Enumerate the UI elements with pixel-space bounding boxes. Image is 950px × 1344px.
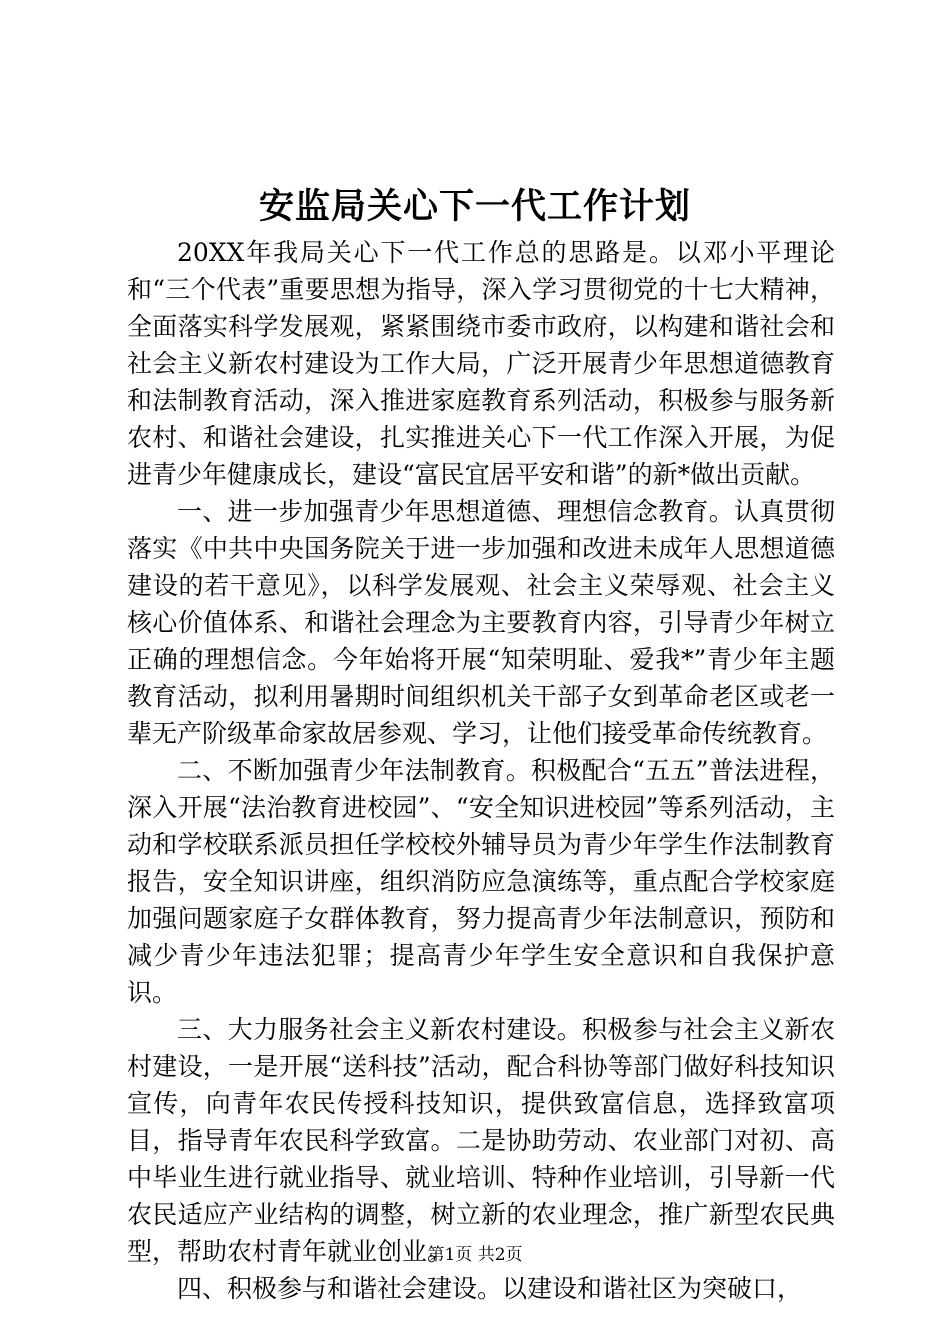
paragraph-section-1: 一、进一步加强青少年思想道德、理想信念教育。认真贯彻落实《中共中央国务院关于进一步加强和改进未成年人思想道德建设的若干意见》，以科学发展观、社会主义荣辱观、社会主义核心价值体系、和谐社会理念为主要教育内容，引导青少年树立正确的理想信念。今年始将开展“知荣明耻、爱我*”青少年主题教育活动，拟利用暑期时间组织机关干部子女到革命老区或老一辈无产阶级革命家故居参观、学习，让他们接受革命传统教育。 bbox=[127, 497, 835, 748]
paragraph-section-2: 二、不断加强青少年法制教育。积极配合“五五”普法进程，深入开展“法治教育进校园”、“安全知识进校园”等系列活动，主动和学校联系派员担任学校校外辅导员为青少年学生作法制教育报告，安全知识讲座，组织消防应急演练等，重点配合学校家庭加强问题家庭子女群体教育，努力提高青少年法制意识，预防和减少青少年违法犯罪；提高青少年学生安全意识和自我保护意识。 bbox=[127, 756, 835, 1007]
paragraph-section-4: 四、积极参与和谐社会建设。以建设和谐社区为突破口， bbox=[177, 1274, 803, 1303]
paragraph-section-3: 三、大力服务社会主义新农村建设。积极参与社会主义新农村建设，一是开展“送科技”活动，配合科协等部门做好科技知识宣传，向青年农民传授科技知识，提供致富信息，选择致富项目，指导青年农民科学致富。二是协助劳动、农业部门对初、高中毕业生进行就业指导、就业培训、特种作业培训，引导新一代农民适应产业结构的调整，树立新的农业理念，推广新型农民典型，帮助农村青年就业创业。 bbox=[127, 1015, 835, 1266]
paragraph-intro: 20XX年我局关心下一代工作总的思路是。以邓小平理论和“三个代表”重要思想为指导，深入学习贯彻党的十七大精神，全面落实科学发展观，紧紧围绕市委市政府，以构建和谐社会和社会主义新农村建设为工作大局，广泛开展青少年思想道德教育和法制教育活动，深入推进家庭教育系列活动，积极参与服务新农村、和谐社会建设，扎实推进关心下一代工作深入开展，为促进青少年健康成长，建设“富民宜居平安和谐”的新*做出贡献。 bbox=[127, 238, 835, 489]
document-title: 安监局关心下一代工作计划 bbox=[258, 186, 691, 227]
document-body bbox=[127, 234, 835, 1307]
page-number-footer: 第1页 共2页 bbox=[427, 1245, 523, 1265]
